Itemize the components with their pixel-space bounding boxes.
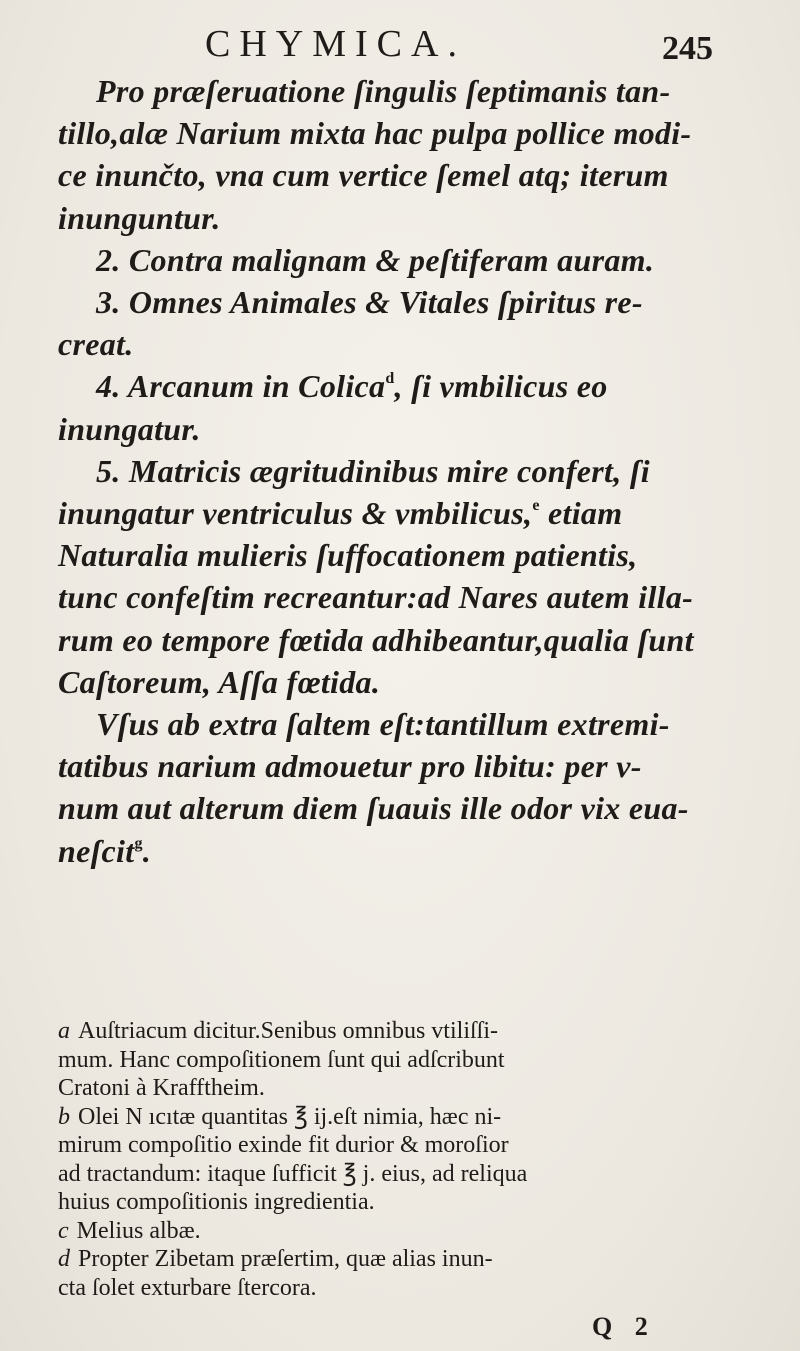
footnote-line: cta ſolet exturbare ſtercora. (58, 1274, 317, 1301)
text-line: 4. Arcanum in Colica$^d$, ſi vmbilicus eo (96, 368, 608, 405)
text-line: Naturalia mulieris ſuffocationem patientis, (58, 537, 638, 574)
text-line: tatibus narium admouetur pro libitu: per v- (58, 748, 642, 785)
text-line: tunc confeſtim recreantur:ad Nares autem illa- (58, 579, 694, 616)
text-line: num aut alterum diem ſuauis ille odor vix eua- (58, 790, 689, 827)
text-line: ce inunčto, vna cum vertice ſemel atq; iterum (58, 157, 669, 194)
footnote-line: b Olei N ıcıtæ quantitas ℥ ij.eſt nimia, hæc ni- (58, 1103, 502, 1130)
running-head: CHYMICA. (205, 23, 466, 65)
footnotes (58, 1017, 770, 1302)
footnote-mark: b (58, 1103, 70, 1130)
footnote-ref: d (385, 370, 395, 388)
main-text (58, 70, 770, 872)
text-line: Vſus ab extra ſaltem eſt:tantillum extremi- (96, 706, 670, 743)
text-line: 5. Matricis ægritudinibus mire confert, ſi (96, 452, 650, 489)
footnote-line: c Melius albæ. (58, 1217, 201, 1244)
text-line: creat. (58, 326, 134, 363)
page-header (0, 14, 800, 74)
text-line: Caſtoreum, Aſſa fœtida. (58, 663, 381, 700)
footnote-ref: g (134, 834, 143, 852)
footnote-mark: d (58, 1246, 70, 1272)
footnote-line: a Auſtriacum dicitur.Senibus omnibus vtiliſſi- (58, 1018, 498, 1044)
text-line: tillo,alæ Narium mixta hac pulpa pollice modi- (58, 115, 692, 152)
footnote-line: huius compoſitionis ingredientia. (58, 1189, 375, 1215)
text-line: 3. Omnes Animales & Vitales ſpiritus re- (96, 284, 643, 321)
text-line: inungatur ventriculus & vmbilicus,$^e$ etiam (58, 495, 623, 532)
footnote-mark: c (58, 1217, 69, 1244)
text-line: neſcit$^g$. (58, 832, 152, 869)
footnote-line: d Propter Zibetam præſertim, quæ alias inun- (58, 1246, 493, 1272)
footnote-mark: a (58, 1018, 70, 1044)
footnote-line: ad tractandum: itaque ſufficit ℥ j. eius, ad reliqua (58, 1160, 528, 1187)
text-line: rum eo tempore fœtida adhibeantur,qualia ſunt (58, 621, 694, 658)
text-line: inungatur. (58, 410, 201, 447)
footnote-line: mirum compoſitio exinde fit durior & moroſior (58, 1132, 509, 1158)
page-number: 245 (662, 30, 713, 67)
footnote-line: Cratoni à Krafftheim. (58, 1075, 265, 1101)
text-line: Pro præſeruatione ſingulis ſeptimanis tan- (96, 73, 671, 109)
footnote-ref: e (532, 497, 540, 515)
text-line: inunguntur. (58, 199, 221, 236)
signature-mark: Q 2 (592, 1312, 656, 1341)
footnote-line: mum. Hanc compoſitionem ſunt qui adſcribunt (58, 1046, 505, 1073)
text-line: 2. Contra malignam & peſtiferam auram. (96, 241, 655, 278)
